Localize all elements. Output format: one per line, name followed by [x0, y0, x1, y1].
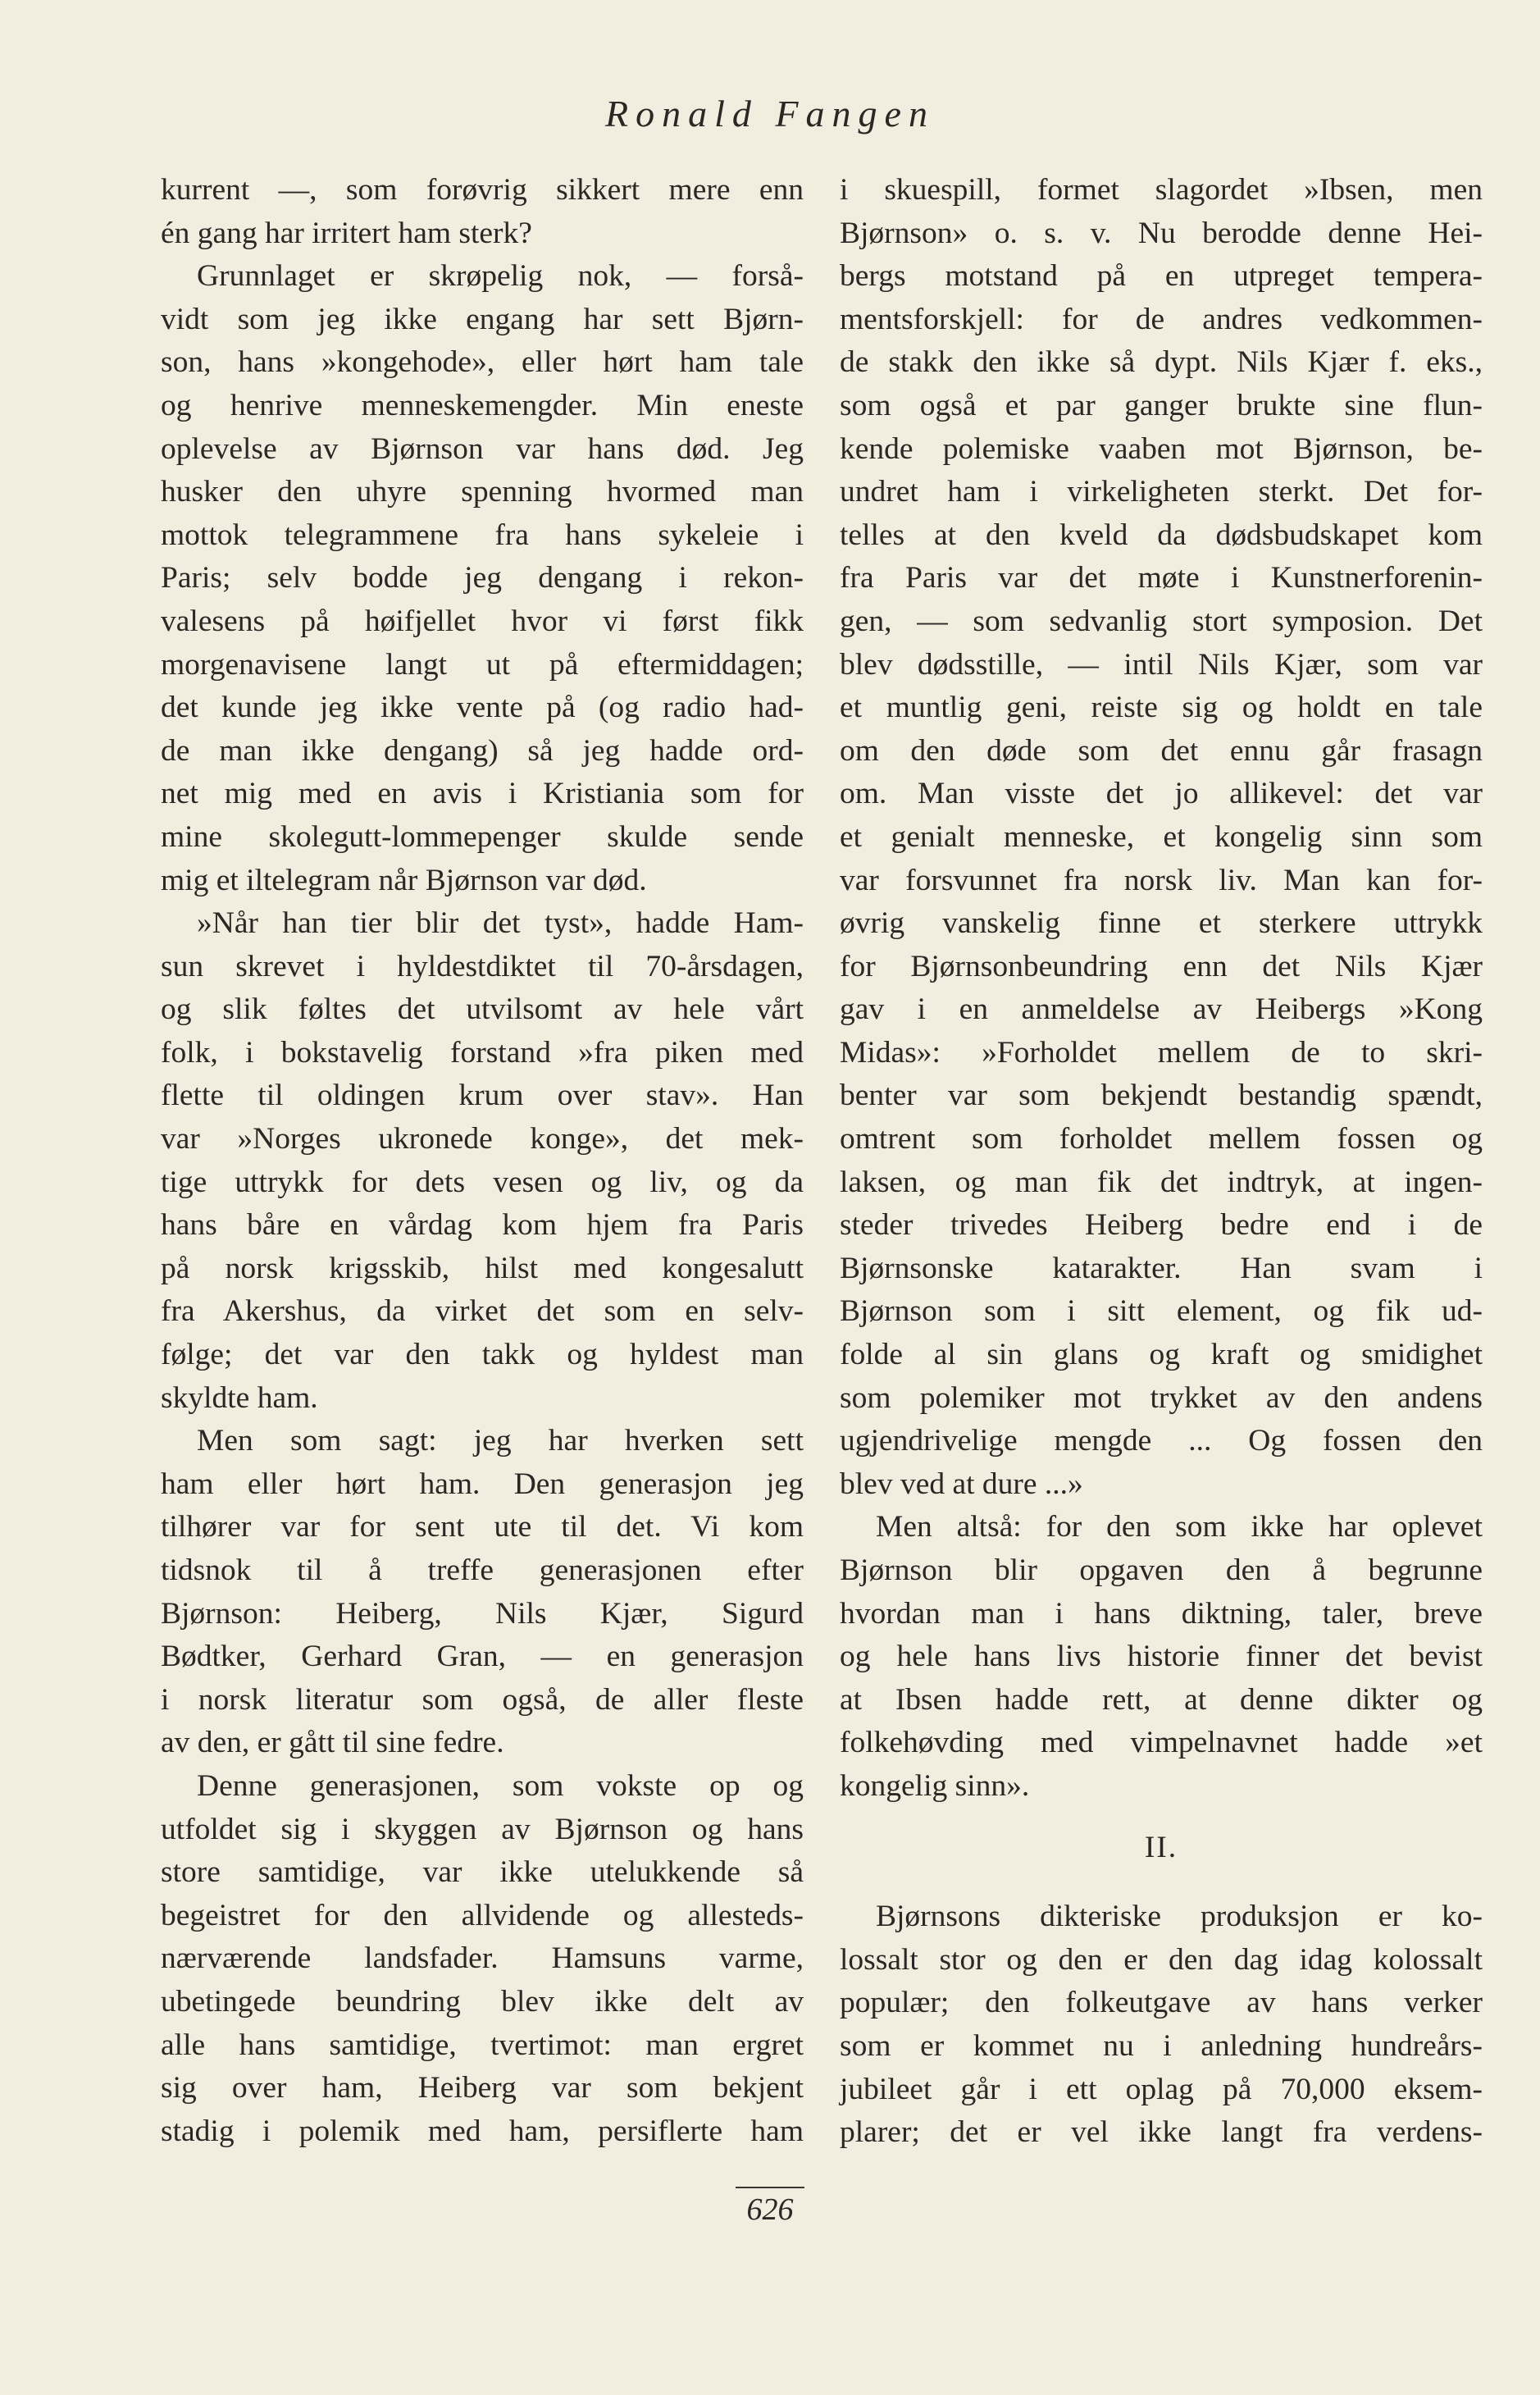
text-line: »Når han tier blir det tyst», hadde Ham- — [197, 906, 804, 941]
text-line: følge; det var den takk og hyldest man — [161, 1338, 804, 1372]
text-line: var »Norges ukronede konge», det mek- — [161, 1122, 804, 1156]
text-line: husker den uhyre spenning hvormed man — [161, 475, 804, 509]
text-line: og hele hans livs historie finner det bevist — [840, 1640, 1483, 1674]
text-line: hvordan man i hans diktning, taler, breve — [840, 1596, 1483, 1631]
text-line: gen, — som sedvanlig stort symposion. Det — [840, 604, 1483, 638]
text-line: i skuespill, formet slagordet »Ibsen, men — [840, 173, 1483, 207]
page-number: 626 — [736, 2187, 804, 2228]
text-line: av den, er gått til sine fedre. — [161, 1726, 504, 1760]
text-line: son, hans »kongehode», eller hørt ham tale — [161, 345, 804, 380]
text-line: Bjørnson» o. s. v. Nu berodde denne Hei- — [840, 216, 1483, 250]
text-line: mig et iltelegram når Bjørnson var død. — [161, 863, 647, 897]
text-line: steder trivedes Heiberg bedre end i de — [840, 1208, 1483, 1243]
text-line: at Ibsen hadde rett, at denne dikter og — [840, 1682, 1483, 1717]
text-line: ubetingede beundring blev ikke delt av — [161, 1984, 804, 2019]
right-column — [840, 169, 1483, 2155]
text-line: Grunnlaget er skrøpelig nok, — forså- — [197, 259, 804, 294]
text-line: fra Akershus, da virket det som en selv- — [161, 1294, 804, 1329]
text-line: folk, i bokstavelig forstand »fra piken med — [161, 1035, 804, 1070]
text-line: Bjørnson som i sitt element, og fik ud- — [840, 1294, 1483, 1329]
text-line: om den døde som det ennu går frasagn — [840, 733, 1483, 768]
text-line: plarer; det er vel ikke langt fra verdens- — [840, 2115, 1483, 2150]
text-line: Bjørnsons dikteriske produksjon er ko- — [876, 1900, 1483, 1934]
text-line: Bødtker, Gerhard Gran, — en generasjon — [161, 1640, 804, 1674]
text-line: sun skrevet i hyldestdiktet til 70-årsdagen, — [161, 949, 804, 983]
text-line: ham eller hørt ham. Den generasjon jeg — [161, 1467, 804, 1501]
text-line: lossalt stor og den er den dag idag kolossalt — [840, 1942, 1483, 1977]
text-line: bergs motstand på en utpreget tempera- — [840, 259, 1483, 294]
text-line: mine skolegutt-lommepenger skulde sende — [161, 819, 804, 854]
text-line: de man ikke dengang) så jeg hadde ord- — [161, 733, 804, 768]
text-line: gav i en anmeldelse av Heibergs »Kong — [840, 992, 1483, 1027]
text-line: alle hans samtidige, tvertimot: man ergret — [161, 2028, 804, 2062]
text-line: sig over ham, Heiberg var som bekjent — [161, 2071, 804, 2105]
section-heading: II. — [1144, 1830, 1178, 1864]
text-line: for Bjørnsonbeundring enn det Nils Kjær — [840, 949, 1483, 983]
text-line: mottok telegrammene fra hans sykeleie i — [161, 518, 804, 552]
text-line: net mig med en avis i Kristiania som for — [161, 777, 804, 811]
text-line: og henrive menneskemengder. Min eneste — [161, 388, 804, 422]
text-line: utfoldet sig i skyggen av Bjørnson og hans — [161, 1812, 804, 1846]
text-line: telles at den kveld da dødsbudskapet kom — [840, 518, 1483, 552]
text-line: valesens på høifjellet hvor vi først fikk — [161, 604, 804, 638]
text-line: vidt som jeg ikke engang har sett Bjørn- — [161, 302, 804, 336]
text-line: kurrent —, som forøvrig sikkert mere enn — [161, 173, 804, 207]
text-line: hans båre en vårdag kom hjem fra Paris — [161, 1208, 804, 1243]
text-line: oplevelse av Bjørnson var hans død. Jeg — [161, 431, 804, 466]
text-line: Denne generasjonen, som vokste op og — [197, 1768, 804, 1803]
text-line: som også et par ganger brukte sine flun- — [840, 388, 1483, 422]
text-line: Midas»: »Forholdet mellem de to skri- — [840, 1035, 1483, 1070]
text-line: som er kommet nu i anledning hundreårs- — [840, 2028, 1483, 2063]
text-line: morgenavisene langt ut på eftermiddagen; — [161, 647, 804, 682]
text-line: det kunde jeg ikke vente på (og radio had- — [161, 691, 804, 725]
text-line: laksen, og man fik det indtryk, at ingen- — [840, 1165, 1483, 1199]
text-line: et genialt menneske, et kongelig sinn som — [840, 819, 1483, 854]
text-line: kende polemiske vaaben mot Bjørnson, be- — [840, 431, 1483, 466]
text-line: benter var som bekjendt bestandig spændt, — [840, 1079, 1483, 1113]
text-line: skyldte ham. — [161, 1380, 318, 1415]
text-line: Bjørnson: Heiberg, Nils Kjær, Sigurd — [161, 1596, 804, 1631]
text-line: om. Man visste det jo allikevel: det var — [840, 777, 1483, 811]
text-line: omtrent som forholdet mellem fossen og — [840, 1122, 1483, 1156]
left-column — [161, 169, 804, 2153]
text-line: flette til oldingen krum over stav». Han — [161, 1079, 804, 1113]
right-column-text-after-heading — [840, 1895, 1483, 2155]
page-footer — [0, 2187, 1540, 2228]
text-line: tilhører var for sent ute til det. Vi kom — [161, 1510, 804, 1544]
text-line: én gang har irritert ham sterk? — [161, 216, 532, 250]
text-line: og slik føltes det utvilsomt av hele vårt — [161, 992, 804, 1027]
text-line: i norsk literatur som også, de aller fleste — [161, 1682, 804, 1717]
text-line: tige uttrykk for dets vesen og liv, og da — [161, 1165, 804, 1199]
text-line: begeistret for den allvidende og allesteds- — [161, 1898, 804, 1932]
text-line: undret ham i virkeligheten sterkt. Det for- — [840, 475, 1483, 509]
right-column-text-before-heading — [840, 169, 1483, 1809]
text-line: blev dødsstille, — intil Nils Kjær, som var — [840, 647, 1483, 682]
text-line: Bjørnson blir opgaven den å begrunne — [840, 1553, 1483, 1587]
text-line: som polemiker mot trykket av den andens — [840, 1380, 1483, 1415]
text-line: ugjendrivelige mengde ... Og fossen den — [840, 1424, 1483, 1458]
text-line: jubileet går i ett oplag på 70,000 eksem- — [840, 2072, 1483, 2106]
text-line: Bjørnsonske katarakter. Han svam i — [840, 1251, 1483, 1285]
text-line: Men som sagt: jeg har hverken sett — [197, 1424, 804, 1458]
text-line: Men altså: for den som ikke har oplevet — [876, 1510, 1483, 1544]
text-line: øvrig vanskelig finne et sterkere uttrykk — [840, 906, 1483, 941]
text-line: folde al sin glans og kraft og smidighet — [840, 1338, 1483, 1372]
text-line: mentsforskjell: for de andres vedkommen- — [840, 302, 1483, 336]
text-line: på norsk krigsskib, hilst med kongesalutt — [161, 1251, 804, 1285]
text-line: nærværende landsfader. Hamsuns varme, — [161, 1941, 804, 1976]
text-line: var forsvunnet fra norsk liv. Man kan for- — [840, 863, 1483, 897]
text-line: populær; den folkeutgave av hans verker — [840, 1986, 1483, 2020]
text-line: de stakk den ikke så dypt. Nils Kjær f. eks., — [840, 345, 1483, 380]
text-line: et muntlig geni, reiste sig og holdt en tale — [840, 691, 1483, 725]
text-line: folkehøvding med vimpelnavnet hadde »et — [840, 1726, 1483, 1760]
text-line: Paris; selv bodde jeg dengang i rekon- — [161, 561, 804, 595]
running-header: Ronald Fangen — [605, 93, 935, 135]
text-line: blev ved at dure ...» — [840, 1467, 1083, 1501]
text-line: store samtidige, var ikke utelukkende så — [161, 1855, 804, 1890]
text-line: stadig i polemik med ham, persiflerte ham — [161, 2114, 804, 2148]
text-line: fra Paris var det møte i Kunstnerforenin- — [840, 561, 1483, 595]
text-line: kongelig sinn». — [840, 1768, 1030, 1803]
text-line: tidsnok til å treffe generasjonen efter — [161, 1553, 804, 1587]
